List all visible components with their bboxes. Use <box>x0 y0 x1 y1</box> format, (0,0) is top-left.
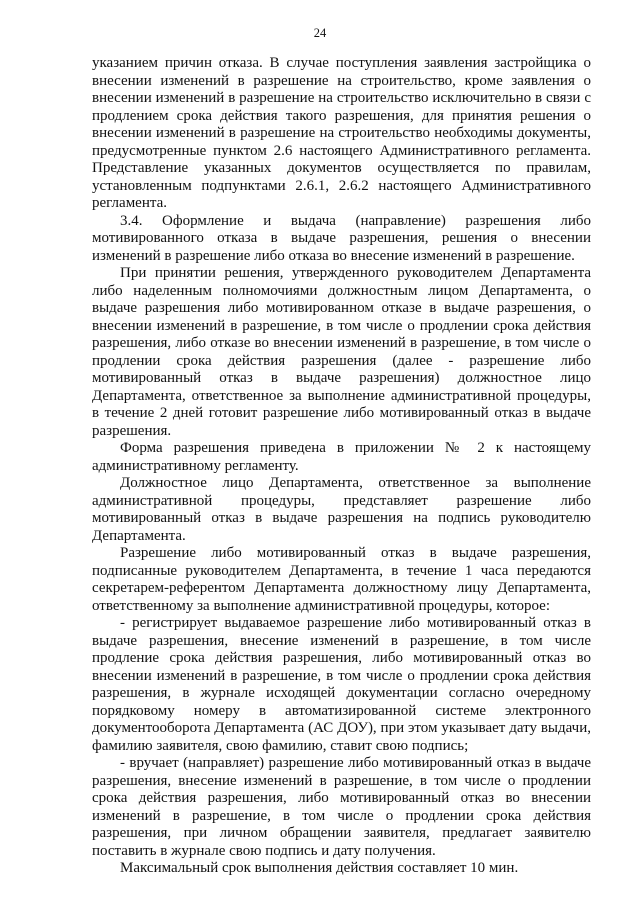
list-item-delivery: - вручает (направляет) разрешение либо мотивированный отказ в выдаче разрешения, внесение изменений в разрешение, в том числе о продлении срока действия разрешения, либо мотивированный отказ во внесении изменений в разрешение, в том числе о продлении срока действия разрешения, при личном обращении заявителя, предлагает заявителю поставить в журнале свою подпись и дату получения. <box>92 755 591 859</box>
paragraph-transfer-after-signing: Разрешение либо мотивированный отказ в выдаче разрешения, подписанные руководителем Департамента, в течение 1 часа передаются секретарем-референтом Департамента должностному лицу Департамента, ответственному за выполнение административной процедуры, которое: <box>92 545 591 614</box>
paragraph-section-3-4-heading: 3.4. Оформление и выдача (направление) разрешения либо мотивированного отказа в выдаче разрешения, решения о внесении изменений в разрешение либо отказа во внесение изменений в разрешение. <box>92 212 591 264</box>
list-item-registration: - регистрирует выдаваемое разрешение либо мотивированный отказ в выдаче разрешения, внесение изменений в разрешение, в том числе продление срока действия разрешения, либо мотивированный отказ во внесении изменений в разрешение, в том числе о продлении срока действия разрешения, в журнале исходящей документации согласно очередному порядковому номеру в автоматизированной системе электронного документооборота Департамента (АС ДОУ), при этом указывает дату выдачи, фамилию заявителя, свою фамилию, ставит свою подпись; <box>92 615 591 754</box>
paragraph-maximum-time: Максимальный срок выполнения действия составляет 10 мин. <box>120 860 519 876</box>
paragraph-submission-for-signature: Должностное лицо Департамента, ответственное за выполнение административной процедуры, представляет разрешение либо мотивированный отказ в выдаче разрешения на подпись руководителю Департамента. <box>92 475 591 544</box>
paragraph-decision-preparation: При принятии решения, утвержденного руководителем Департамента либо наделенным полномочиями должностным лицом Департамента, о выдаче разрешения либо мотивированном отказе в выдаче разрешения, о внесении изменений в разрешение, в том числе о продлении срока действия разрешения, либо отказе во внесении изменений в разрешение, в том числе о продлении срока действия разрешения (далее - разрешение либо мотивированный отказ в выдаче разрешения) должностное лицо Департамента, ответственное за выполнение административной процедуры, в течение 2 дней готовит разрешение либо мотивированный отказ в выдаче разрешения. <box>92 265 591 439</box>
paragraph-refusal-reasons: указанием причин отказа. В случае поступления заявления застройщика о внесении изменений в разрешение на строительство, кроме заявления о внесении изменений в разрешение на строительство исключительно в связи с продлением срока действия такого разрешения, для принятия решения о внесении изменений в разрешение на строительство необходимы документы, предусмотренные пунктом 2.6 настоящего Административного регламента. Представление указанных документов осуществляется по правилам, установленным подпунктами 2.6.1, 2.6.2 настоящего Административного регламента. <box>92 55 591 211</box>
document-body <box>92 55 591 878</box>
paragraph-permit-form: Форма разрешения приведена в приложении № 2 к настоящему административному регламенту. <box>92 440 591 474</box>
page-number: 24 <box>313 26 327 40</box>
